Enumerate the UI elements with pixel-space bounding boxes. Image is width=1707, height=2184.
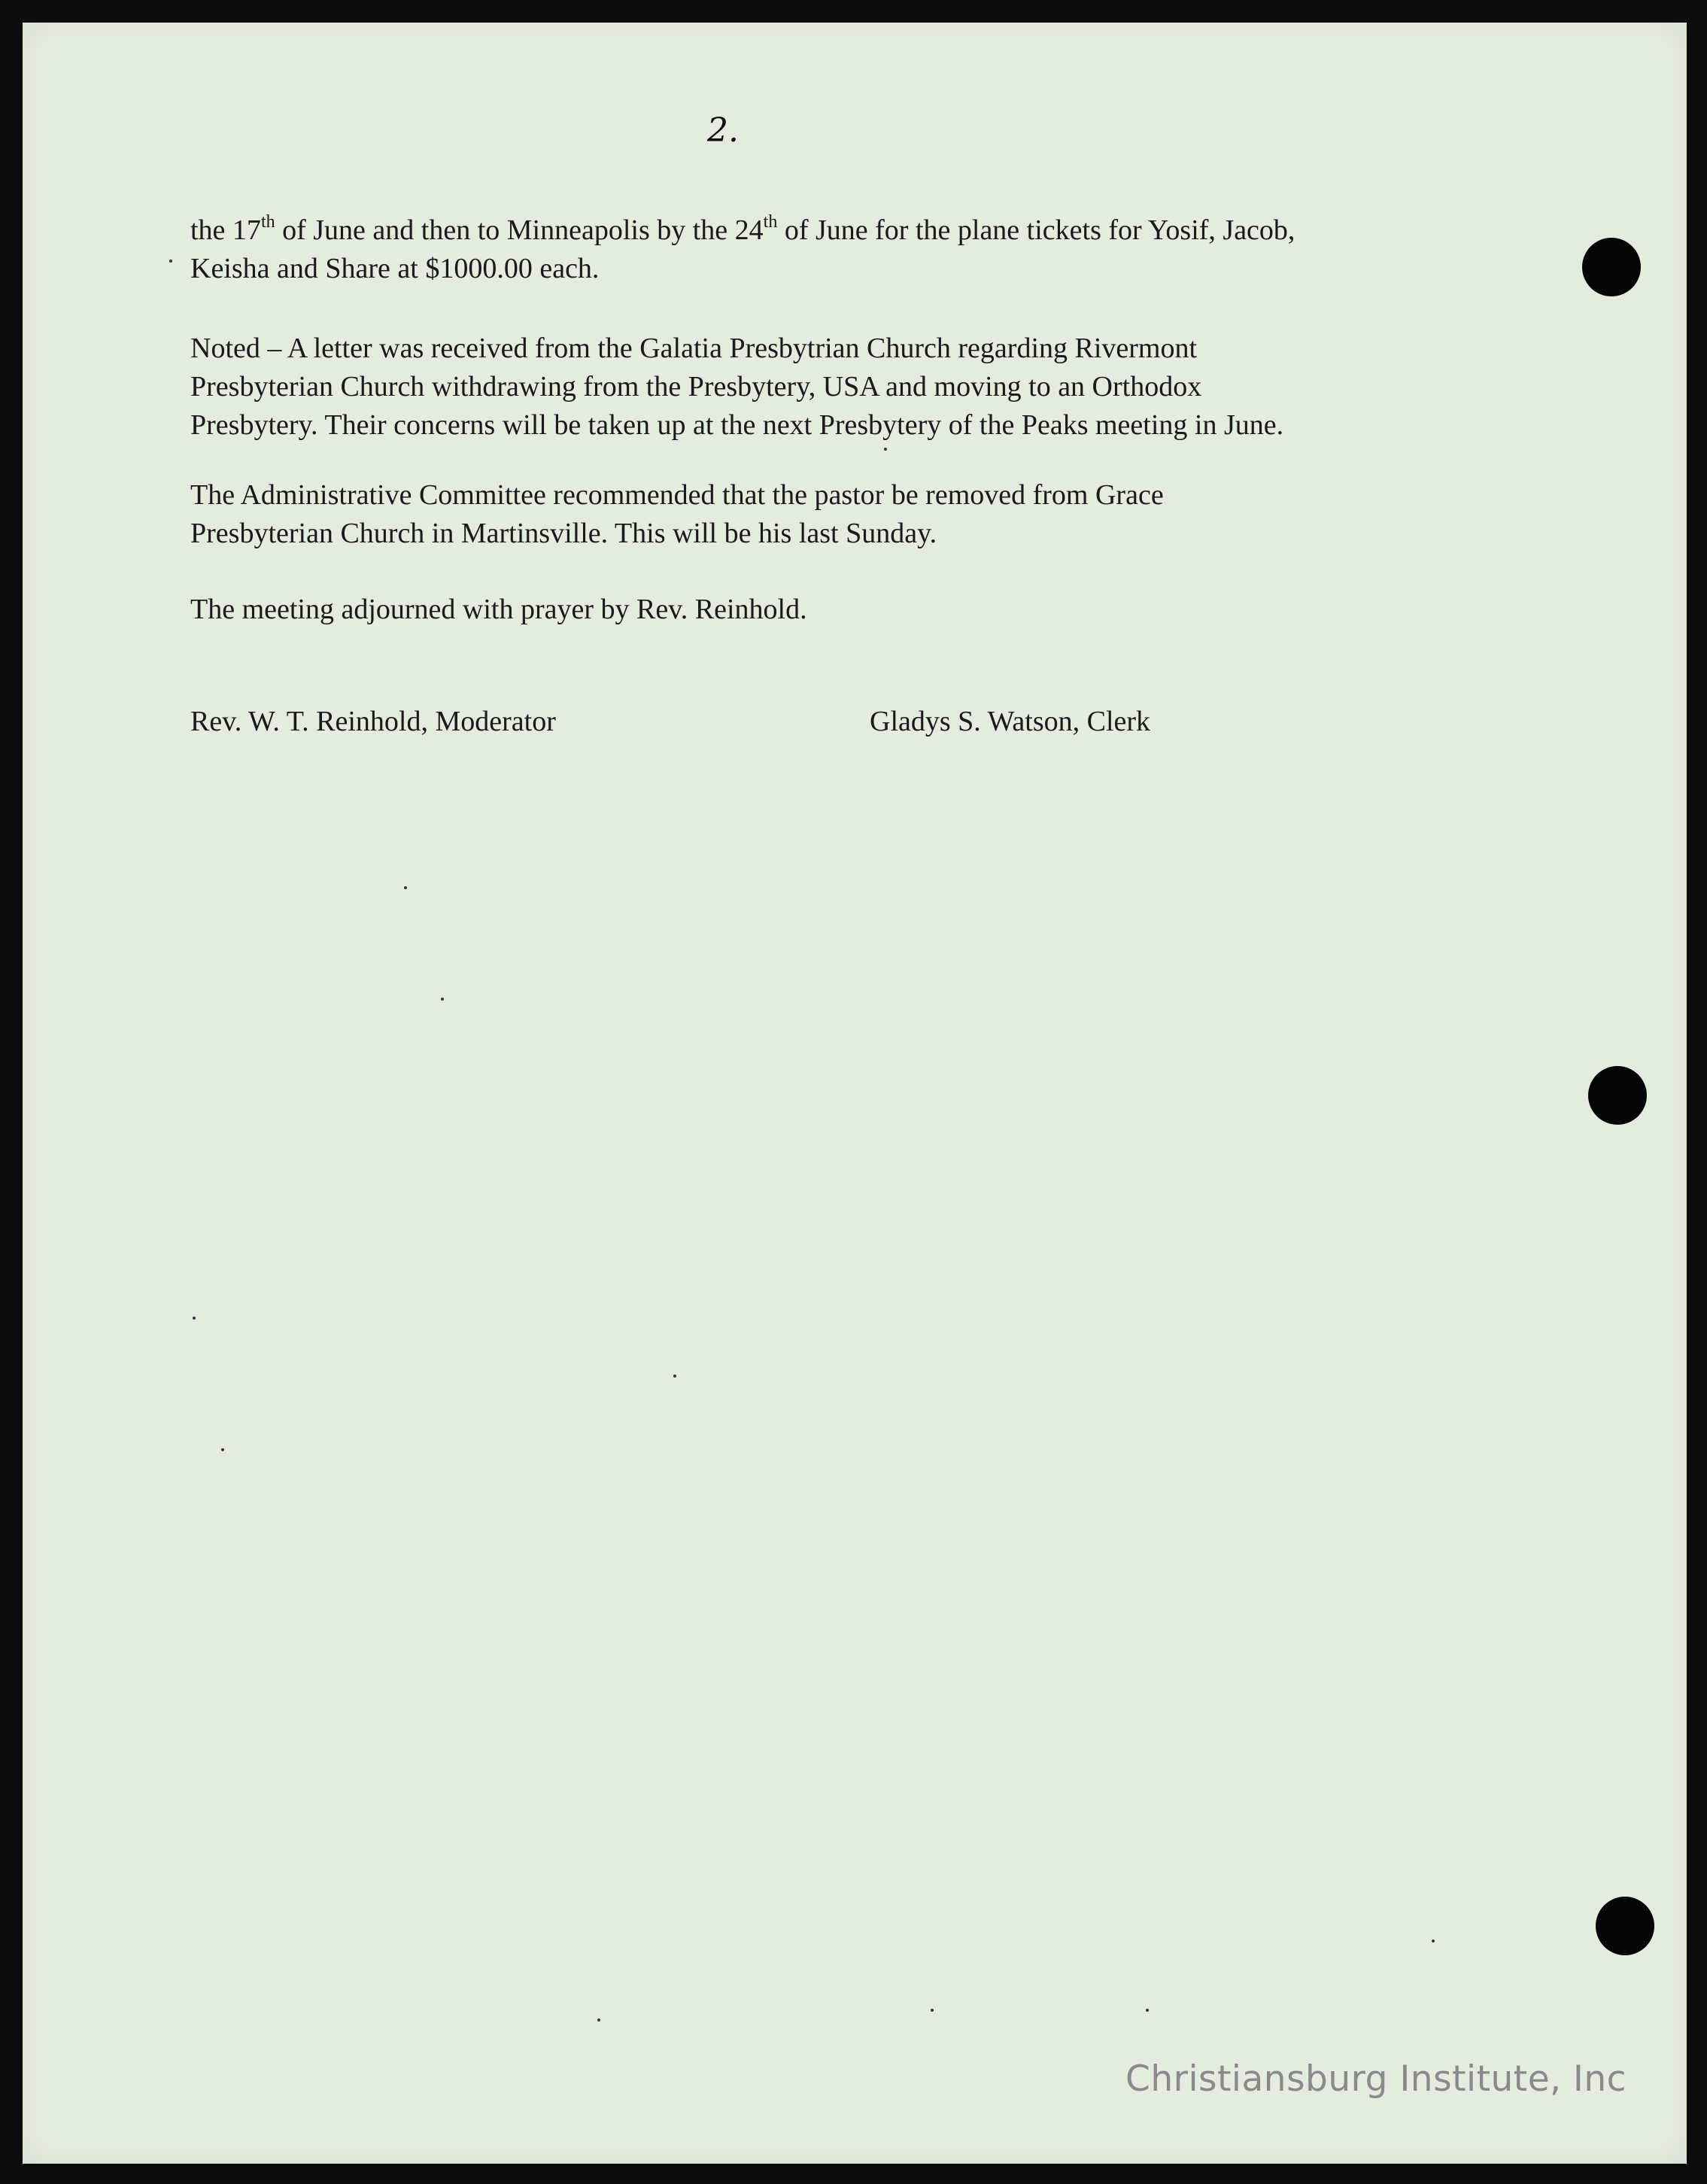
paragraph-travel-tickets xyxy=(190,211,1514,288)
punch-hole xyxy=(1582,238,1641,296)
ordinal-suffix: th xyxy=(260,212,275,232)
paper-speck xyxy=(1432,1939,1435,1943)
ordinal-suffix: th xyxy=(763,212,778,232)
paragraph-line: Keisha and Share at $1000.00 each. xyxy=(190,253,600,284)
paragraph-line: Presbyterian Church withdrawing from the Presbytery, USA and moving to an Orthodox xyxy=(190,371,1202,402)
paragraph-line xyxy=(190,211,1514,250)
text-run: of June and then to Minneapolis by the 24 xyxy=(275,214,764,246)
punch-hole xyxy=(1588,1066,1647,1125)
paragraph-line: Noted – A letter was received from the Galatia Presbytrian Church regarding Rivermont xyxy=(190,333,1198,364)
paper-speck xyxy=(404,886,407,889)
paper-speck xyxy=(193,1317,196,1320)
paper-speck xyxy=(221,1448,224,1451)
paragraph-adjournment xyxy=(190,591,1514,629)
paper-speck xyxy=(884,448,887,451)
paragraph-galatia-letter xyxy=(190,330,1514,445)
page-number: 2. xyxy=(707,111,739,150)
moderator-signature-line: Rev. W. T. Reinhold, Moderator xyxy=(190,706,556,737)
paper-speck xyxy=(673,1374,676,1378)
text-run: of June for the plane tickets for Yosif, Jacob, xyxy=(777,214,1295,246)
paragraph-line: Presbyterian Church in Martinsville. This will be his last Sunday. xyxy=(190,518,937,549)
paper-speck xyxy=(441,998,444,1001)
paper-speck xyxy=(597,2018,600,2021)
paragraph-line: The Administrative Committee recommended that the pastor be removed from Grace xyxy=(190,479,1164,511)
paper-speck xyxy=(169,260,172,263)
paper-speck xyxy=(1146,2009,1149,2012)
text-run: the 17 xyxy=(190,214,261,246)
paragraph-admin-committee xyxy=(190,476,1514,553)
paper-speck xyxy=(931,2009,934,2012)
paragraph-line: Presbytery. Their concerns will be taken up at the next Presbytery of the Peaks meeting in June. xyxy=(190,409,1284,441)
clerk-signature-line: Gladys S. Watson, Clerk xyxy=(870,706,1151,737)
paragraph-line: The meeting adjourned with prayer by Rev. Reinhold. xyxy=(190,594,807,625)
punch-hole xyxy=(1596,1897,1654,1955)
archive-watermark: Christiansburg Institute, Inc xyxy=(1125,2058,1627,2100)
